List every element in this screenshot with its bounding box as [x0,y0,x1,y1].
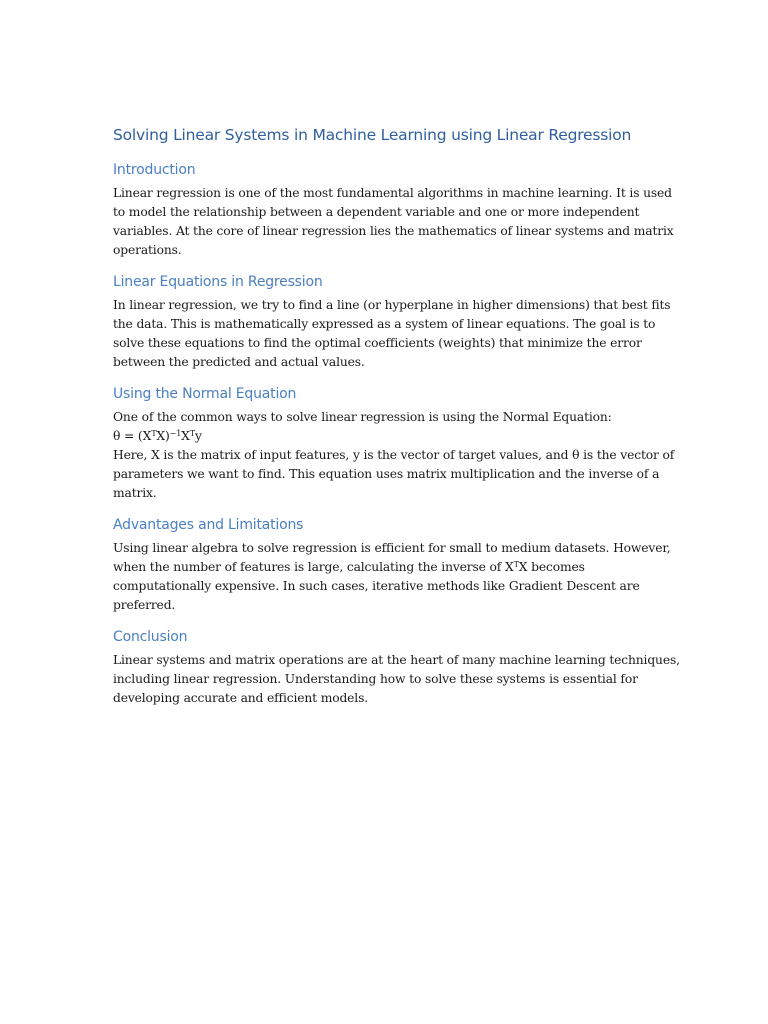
paragraph-line: solve these equations to find the optimal coefficients (weights) that minimize the error [113,336,642,350]
paragraph-line: developing accurate and efficient models. [113,691,369,705]
paragraph-line: matrix. [113,486,157,500]
document-title: Solving Linear Systems in Machine Learning using Linear Regression [113,126,632,144]
paragraph-line: One of the common ways to solve linear regression is using the Normal Equation: [113,410,612,424]
paragraph-line: including linear regression. Understanding how to solve these systems is essential for [113,672,638,686]
advantages-limitations-paragraph [113,539,671,615]
formula-part: θ = (X [113,429,152,443]
paragraph-line: Linear systems and matrix operations are at the heart of many machine learning techniques, [113,653,680,667]
formula-part: y [194,429,202,443]
transpose-superscript: T [189,429,195,438]
section-heading-normal-equation: Using the Normal Equation [113,386,297,402]
paragraph-line: Using linear algebra to solve regression is efficient for small to medium datasets. However, [113,541,671,555]
transpose-superscript: T [151,429,157,438]
paragraph-line: Linear regression is one of the most fundamental algorithms in machine learning. It is used [113,186,672,200]
paragraph-line: Here, X is the matrix of input features, y is the vector of target values, and θ is the vector of [113,448,675,462]
introduction-paragraph [113,184,674,260]
paragraph-line: computationally expensive. In such cases, iterative methods like Gradient Descent are [113,579,640,593]
paragraph-line: the data. This is mathematically expressed as a system of linear equations. The goal is to [113,317,656,331]
paragraph-line: variables. At the core of linear regression lies the mathematics of linear systems and matrix [113,224,674,238]
paragraph-line: preferred. [113,598,176,612]
paragraph-line [113,558,658,577]
section-heading-introduction: Introduction [113,162,196,178]
section-heading-advantages-limitations: Advantages and Limitations [113,517,304,533]
section-heading-linear-equations: Linear Equations in Regression [113,274,323,290]
document-body [113,124,680,720]
text-part: X becomes [518,560,585,574]
paragraph-line: In linear regression, we try to find a line (or hyperplane in higher dimensions) that best fits [113,298,671,312]
paragraph-line: parameters we want to find. This equation uses matrix multiplication and the inverse of a [113,467,660,481]
normal-equation-formula [113,427,658,446]
inverse-superscript: −1 [169,429,182,438]
conclusion-paragraph [113,651,680,708]
transpose-superscript: T [513,560,519,569]
linear-equations-paragraph [113,296,671,372]
formula-part: X) [156,429,170,443]
normal-equation-paragraph [113,408,675,503]
paragraph-line: between the predicted and actual values. [113,355,365,369]
text-part: when the number of features is large, calculating the inverse of X [113,560,514,574]
formula-part: X [181,429,190,443]
paragraph-line: to model the relationship between a dependent variable and one or more independent [113,205,640,219]
paragraph-line: operations. [113,243,182,257]
section-heading-conclusion: Conclusion [113,629,188,645]
